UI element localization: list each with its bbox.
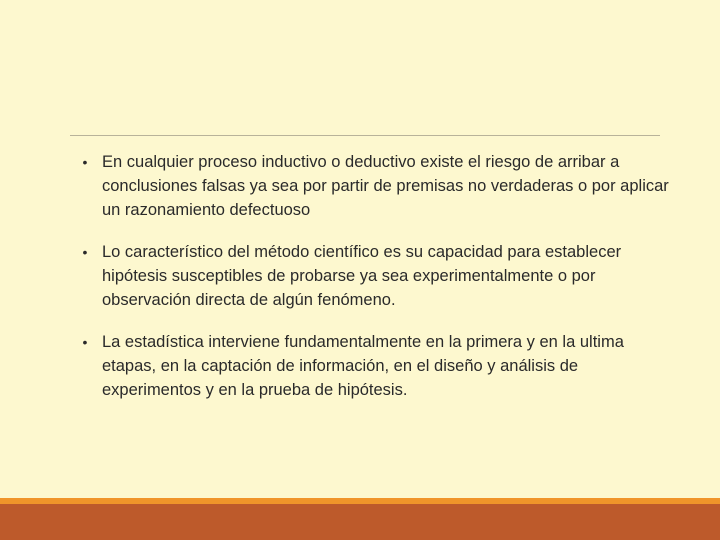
bullet-item	[78, 240, 678, 312]
bullet-dot-icon: •	[82, 334, 88, 350]
footer-accent-bar	[0, 504, 720, 540]
bullet-item	[78, 330, 678, 402]
bullet-text: La estadística interviene fundamentalmente en la primera y en la ultima etapas, en la captación de información, en el diseño y análisis de experimentos y en la prueba de hipótesis.	[102, 333, 624, 399]
bullet-dot-icon: •	[82, 244, 88, 260]
bullet-text: Lo característico del método científico es su capacidad para establecer hipótesis susceptibles de probarse ya sea experimentalmente o por observación directa de algún fenómeno.	[102, 243, 622, 309]
title-divider-line	[70, 135, 660, 136]
bullet-text: En cualquier proceso inductivo o deductivo existe el riesgo de arribar a conclusiones falsas ya sea por partir de premisas no verdaderas o por aplicar un razonamiento defectuoso	[102, 153, 669, 219]
bullet-dot-icon: •	[82, 154, 88, 170]
bullet-item	[78, 150, 678, 222]
bullet-list	[78, 150, 678, 420]
